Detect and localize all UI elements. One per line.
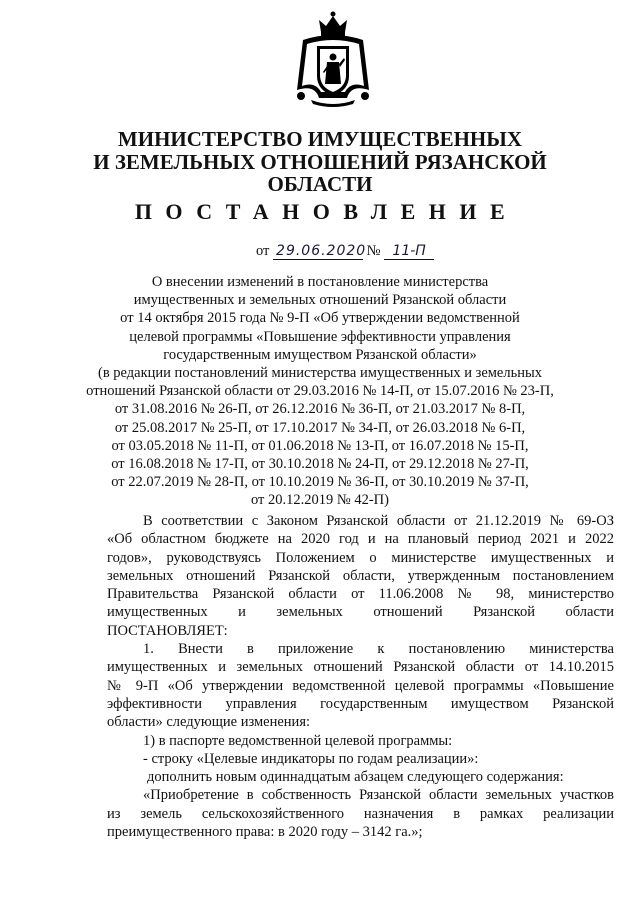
title-line: имущественных и земельных отношений Рязанской области	[133, 292, 507, 309]
list-item: - строку «Целевые индикаторы по годам реализации»:	[143, 750, 479, 767]
title-line: от 20.12.2019 № 42-П)	[251, 492, 389, 509]
title-line: целевой программы «Повышение эффективности управления	[129, 328, 511, 345]
date-prefix: от	[256, 243, 270, 259]
title-line: отношений Рязанской области от 29.03.2016 № 14-П, от 15.07.2016 № 23-П,	[86, 383, 554, 400]
body-line: «Об областном бюджете на 2020 год и на плановый период 2021 и 2022	[107, 531, 614, 548]
body-line: имущественных и земельных отношений Рязанской области от 14.10.2015	[107, 659, 614, 676]
decree-number: 11-П	[384, 244, 434, 260]
title-line: от 25.08.2017 № 25-П, от 17.10.2017 № 34-П, от 26.03.2018 № 6-П,	[114, 419, 526, 436]
body-line: ПОСТАНОВЛЯЕТ:	[107, 622, 228, 639]
body-line: земельных отношений Рязанской области, утвержденным постановлением	[107, 567, 614, 584]
title-line: от 22.07.2019 № 28-П, от 10.10.2019 № 36-П, от 30.10.2019 № 37-П,	[111, 474, 529, 491]
date-number-line	[256, 243, 434, 260]
title-line: от 14 октября 2015 года № 9-П «Об утверждении ведомственной	[120, 310, 520, 327]
body-line: имущественных и земельных отношений Рязанской области	[107, 604, 614, 621]
title-line: от 03.05.2018 № 11-П, от 01.06.2018 № 13-П, от 16.07.2018 № 15-П,	[111, 437, 529, 454]
decree-date: 29.06.2020	[273, 244, 363, 260]
body-line: годов», руководствуясь Положением о министерстве имущественных и	[107, 549, 614, 566]
body-line: № 9-П «Об утверждении ведомственной целевой программы «Повышение	[107, 677, 614, 694]
body-line: области» следующие изменения:	[107, 714, 311, 731]
title-line: О внесении изменений в постановление министерства	[151, 274, 489, 290]
document-type: ПОСТАНОВЛЕНИЕ	[134, 199, 519, 224]
body-line: «Приобретение в собственность Рязанской области земельных участков	[143, 787, 614, 804]
body-line: В соответствии с Законом Рязанской области от 21.12.2019 № 69-ОЗ	[143, 513, 614, 529]
decree-body	[107, 512, 614, 841]
body-line: Правительства Рязанской области от 11.06.2008 № 98, министерство	[107, 586, 614, 603]
coat-of-arms-icon	[291, 10, 375, 110]
title-line: (в редакции постановлений министерства имущественных и земельных	[98, 365, 542, 382]
title-line: государственным имуществом Рязанской области»	[163, 346, 477, 363]
ryazan-coat-of-arms-icon	[291, 10, 375, 110]
title-line: от 16.08.2018 № 17-П, от 30.10.2018 № 24-П, от 29.12.2018 № 27-П,	[111, 456, 529, 473]
ministry-name-line2: И ЗЕМЕЛЬНЫХ ОТНОШЕНИЙ РЯЗАНСКОЙ ОБЛАСТИ	[93, 150, 547, 196]
ministry-name-line1: МИНИСТЕРСТВО ИМУЩЕСТВЕННЫХ	[117, 127, 523, 151]
body-line: эффективности управления государственным имуществом Рязанской	[107, 695, 614, 712]
body-line: преимущественного права: в 2020 году – 3142 га.»;	[107, 824, 423, 841]
list-item: дополнить новым одиннадцатым абзацем следующего содержания:	[147, 769, 564, 786]
decree-title	[60, 273, 580, 510]
title-line: от 31.08.2016 № 26-П, от 26.12.2016 № 36-П, от 21.03.2017 № 8-П,	[114, 401, 526, 418]
body-line: 1. Внести в приложение к постановлению министерства	[143, 641, 614, 658]
list-item: 1) в паспорте ведомственной целевой программы:	[143, 732, 453, 749]
body-line: из земель сельскохозяйственного назначения в рамках реализации	[107, 805, 614, 822]
number-prefix: №	[366, 243, 381, 259]
